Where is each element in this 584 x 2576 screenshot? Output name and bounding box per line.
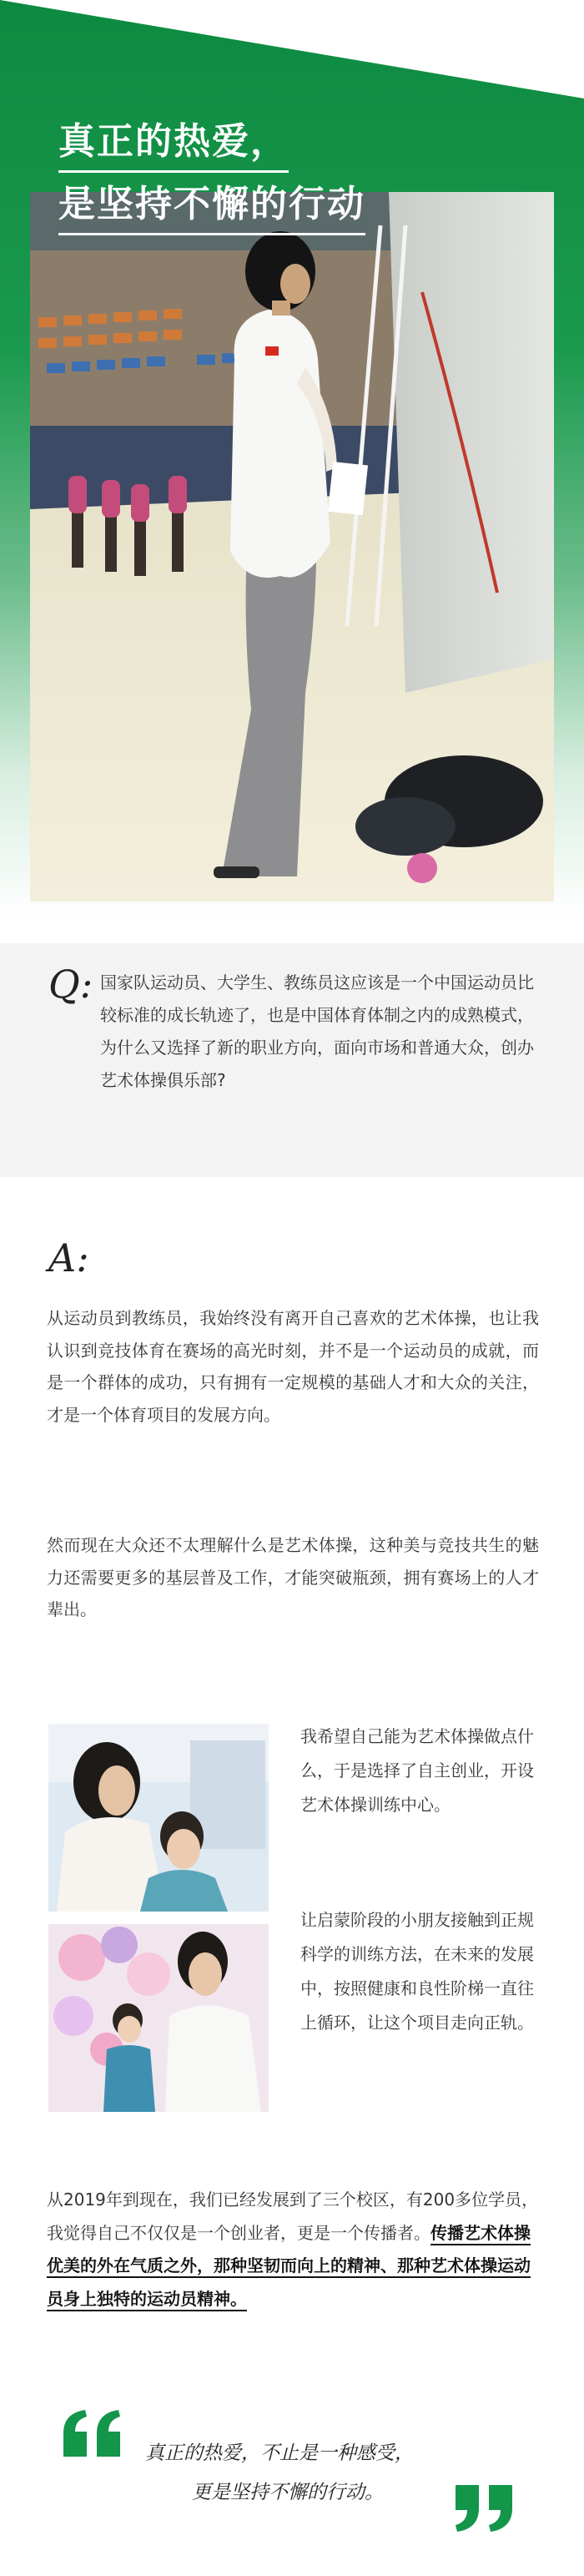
hero-title [58,115,365,240]
hero-title-line-2: 是坚持不懈的行动 [58,178,365,235]
hero-photo-coach-in-gym [30,192,554,902]
answer-paragraph-2: 然而现在大众还不太理解什么是艺术体操，这种美与竞技共生的魅力还需要更多的基层普及工作，才能突破瓶颈，拥有赛场上的人才辈出。 [47,1535,539,1619]
answer-paragraph-3-plain: 从2019年到现在，我们已经发展到了三个校区，有200多位学员，我觉得自己不仅仅是一个创业者，更是一个传播者。 [47,2190,539,2243]
hero-title-line-1: 真正的热爱， [58,115,289,173]
photo-coach-with-child [48,1724,269,1912]
answer-paragraph-3-highlight: 传播艺术体操优美的外在气质之外，那种坚韧而向上的精神、那种艺术体操运动员身上独特的运动员精神。 [47,2222,531,2309]
answer-paragraph-3 [47,2184,539,2316]
hero-section [0,0,584,943]
question-text: 国家队运动员、大学生、教练员这应该是一个中国运动员比较标准的成长轨迹了，也是中国体育体制之内的成熟模式，为什么又选择了新的职业方向，面向市场和普通大众，创办艺术体操俱乐部? [100,972,534,1090]
quote-line-1: 真正的热爱，不止是一种感受， [145,2442,414,2464]
open-quote-icon [60,2408,125,2458]
answer-letter: A: [48,1235,89,1280]
answer-paragraph-1: 从运动员到教练员，我始终没有离开自己喜欢的艺术体操，也让我认识到竞技体育在赛场的高光时刻，并不是一个运动员的成就，而是一个群体的成功，只有拥有一定规模的基础人才和大众的关注，才是一个体育项目的发展方向。 [47,1308,539,1425]
question-letter: Q: [48,962,93,1007]
quote-line-2: 更是坚持不懈的行动。 [192,2482,384,2503]
close-quote-icon [451,2483,516,2533]
side-text-1: 我希望自己能为艺术体操做点什么，于是选择了自主创业，开设艺术体操训练中心。 [300,1726,534,1815]
hero-diagonal-cut [0,0,584,100]
side-text-2: 让启蒙阶段的小朋友接触到正规科学的训练方法，在未来的发展中，按照健康和良性阶梯一直往上循环，让这个项目走向正轨。 [300,1910,534,2033]
photo-coach-with-gymnast [48,1924,269,2112]
